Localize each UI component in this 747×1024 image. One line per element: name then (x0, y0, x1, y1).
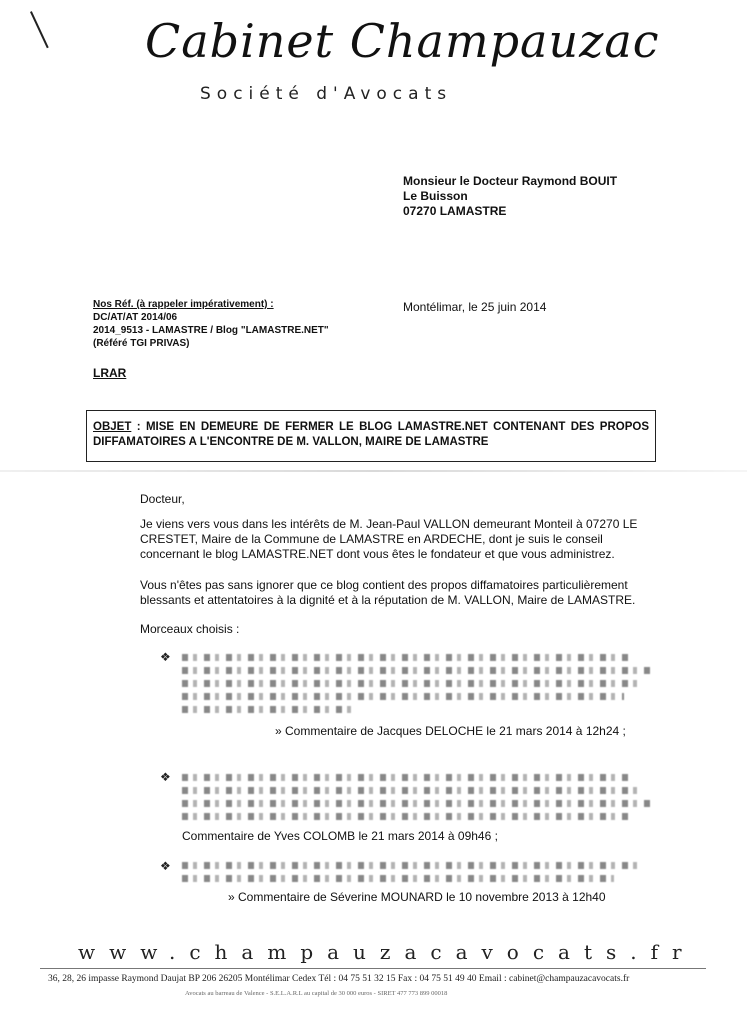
salutation: Docteur, (140, 492, 185, 506)
footer-legal: Avocats au barreau de Valence - S.E.L.A.R.L au capital de 30 000 euros - SIRET 477 773 899 00018 (185, 990, 448, 997)
paper-fold (0, 470, 747, 472)
quote-attribution: » Commentaire de Séverine MOUNARD le 10 novembre 2013 à 12h40 (228, 890, 606, 904)
bullet-icon: ❖ (160, 859, 171, 873)
pen-tick-mark (30, 11, 49, 48)
reference-label: Nos Réf. (à rappeler impérativement) : (93, 299, 274, 310)
subject-content: : MISE EN DEMEURE DE FERMER LE BLOG LAMASTRE.NET CONTENANT DES PROPOS DIFFAMATOIRES A L'ENCONTRE DE M. VALLON, MAIRE DE LAMASTRE (93, 421, 649, 448)
quote-attribution: Commentaire de Yves COLOMB le 21 mars 2014 à 09h46 ; (182, 829, 498, 843)
recipient-street: Le Buisson (403, 189, 468, 203)
bullet-icon: ❖ (160, 650, 171, 664)
recipient-address (403, 174, 617, 219)
reference-line: (Référé TGI PRIVAS) (93, 338, 190, 349)
reference-line: 2014_9513 - LAMASTRE / Blog "LAMASTRE.NET" (93, 325, 329, 336)
letter-date: Montélimar, le 25 juin 2014 (403, 300, 547, 314)
redacted-quote (182, 856, 652, 892)
redacted-quote (182, 648, 652, 736)
footer-divider (40, 968, 706, 969)
bullet-icon: ❖ (160, 770, 171, 784)
reference-block (93, 298, 329, 350)
recipient-name: Monsieur le Docteur Raymond BOUIT (403, 174, 618, 188)
redacted-quote (182, 768, 652, 830)
subject-label: OBJET (93, 421, 132, 433)
body-paragraph (140, 517, 650, 562)
reference-line: DC/AT/AT 2014/06 (93, 312, 178, 323)
paragraph-text: Je viens vers vous dans les intérêts de M. Jean-Paul VALLON demeurant Monteil à 07270 LE CRESTET, Maire de la Commune de LAMASTRE en ARDECHE, dont je suis le conseil concernant le blog LAMASTRE.NET dont vous êtes le fondateur et que vous administrez. (140, 517, 638, 561)
body-paragraph (140, 578, 650, 608)
footer-website: www.champauzacavocats.fr (78, 940, 696, 964)
footer-address: 36, 28, 26 impasse Raymond Daujat BP 206 26205 Montélimar Cedex Tél : 04 75 51 32 15 Fax : 04 75 51 49 40 Email : cabinet@champauzacavocats.fr (48, 974, 630, 984)
letterhead-firm-name: Cabinet Champauzac (145, 14, 660, 68)
lrar-mention: LRAR (93, 366, 127, 380)
quote-attribution: » Commentaire de Jacques DELOCHE le 21 mars 2014 à 12h24 ; (275, 724, 626, 738)
letterhead-subtitle: Société d'Avocats (200, 84, 453, 104)
recipient-city: 07270 LAMASTRE (403, 204, 507, 218)
subject-text (93, 420, 649, 450)
paragraph-text: Vous n'êtes pas sans ignorer que ce blog contient des propos diffamatoires particulièrement blessants et attentatoires à la dignité et à la réputation de M. VALLON, Maire de LAMASTRE. (140, 578, 636, 607)
excerpts-heading: Morceaux choisis : (140, 622, 240, 636)
